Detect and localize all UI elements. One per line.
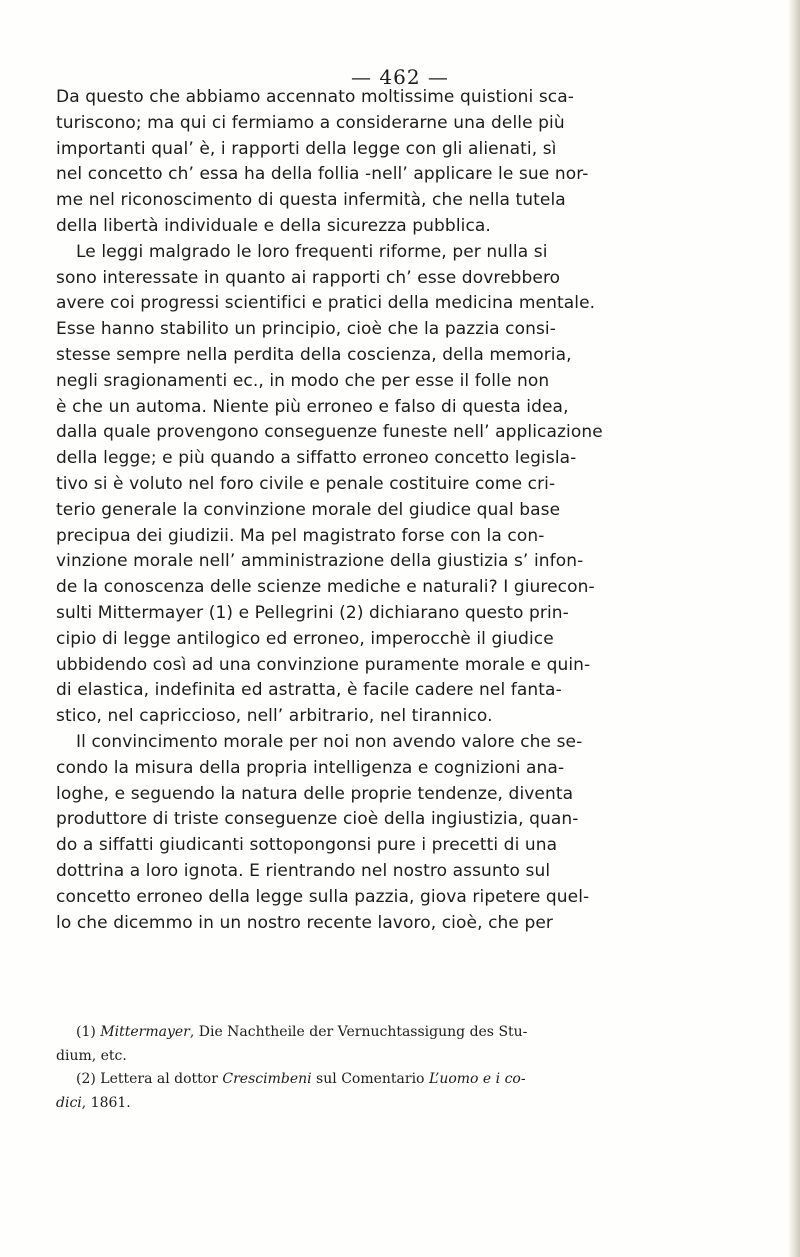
text-line: dottrina a loro ignota. E rientrando nel nostro assunto sul bbox=[56, 860, 551, 881]
text-line: me nel riconoscimento di questa infermità, che nella tutela bbox=[56, 190, 566, 211]
text-line: turiscono; ma qui ci fermiamo a considerarne una delle più bbox=[56, 112, 565, 133]
footnote-1-continued: dium, etc. bbox=[56, 1047, 127, 1064]
footnote-name: Crescimbeni bbox=[222, 1071, 312, 1087]
text-line: condo la misura della propria intelligenza e cognizioni ana- bbox=[56, 757, 565, 778]
text-line: dalla quale provengono conseguenze funeste nell’ applicazione bbox=[56, 422, 603, 443]
main-text bbox=[56, 85, 792, 936]
text-line: Le leggi malgrado le loro frequenti riforme, per nulla si bbox=[76, 241, 548, 262]
footnote-work-title: L’uomo e i co- bbox=[428, 1071, 526, 1087]
page-number: — 462 — bbox=[351, 65, 449, 89]
footnote-1 bbox=[56, 1021, 792, 1045]
footnote-2 bbox=[56, 1068, 792, 1092]
text-line: do a siffatti giudicanti sottopongonsi pure i precetti di una bbox=[56, 835, 558, 856]
footnote-2-continued bbox=[56, 1092, 792, 1116]
text-line: de la conoscenza delle scienze mediche e naturali? I giurecon- bbox=[56, 577, 595, 598]
text-line: produttore di triste conseguenze cioè della ingiustizia, quan- bbox=[56, 809, 579, 830]
text-line: Esse hanno stabilito un principio, cioè che la pazzia consi- bbox=[56, 319, 556, 340]
text-line: cipio di legge antilogico ed erroneo, imperocchè il giudice bbox=[56, 628, 554, 649]
text-line: ubbidendo così ad una convinzione puramente morale e quin- bbox=[56, 654, 591, 675]
text-line: loghe, e seguendo la natura delle proprie tendenze, diventa bbox=[56, 783, 574, 804]
footnote-work-title: dici bbox=[56, 1094, 82, 1111]
footnote-text: , Die Nachtheile der Vernuchtassigung des Stu- bbox=[189, 1024, 528, 1040]
text-line: sono interessate in quanto ai rapporti ch’ esse dovrebbero bbox=[56, 267, 561, 288]
text-line: avere coi progressi scientifici e pratici della medicina mentale. bbox=[56, 293, 596, 314]
text-line: stesse sempre nella perdita della coscienza, della memoria, bbox=[56, 344, 572, 365]
text-line: stico, nel capriccioso, nell’ arbitrario, nel tirannico. bbox=[56, 706, 493, 727]
text-line: terio generale la convinzione morale del giudice qual base bbox=[56, 499, 561, 520]
text-line: Da questo che abbiamo accennato moltissime quistioni sca- bbox=[56, 87, 574, 107]
text-line: negli sragionamenti ec., in modo che per esse il folle non bbox=[56, 370, 550, 391]
text-line: di elastica, indefinita ed astratta, è facile cadere nel fanta- bbox=[56, 680, 562, 701]
footnote-marker: (1) bbox=[76, 1024, 101, 1040]
text-line: tivo si è voluto nel foro civile e penale costituire come cri- bbox=[56, 473, 556, 494]
footnote-text: sul Comentario bbox=[311, 1071, 429, 1087]
text-line: della legge; e più quando a siffatto erroneo concetto legisla- bbox=[56, 448, 577, 469]
text-line: è che un automa. Niente più erroneo e falso di questa idea, bbox=[56, 396, 569, 417]
text-line: Il convincimento morale per noi non avendo valore che se- bbox=[76, 731, 583, 752]
text-line: nel concetto ch’ essa ha della follia -nell’ applicare le sue nor- bbox=[56, 164, 589, 185]
text-line: vinzione morale nell’ amministrazione della giustizia s’ infon- bbox=[56, 551, 584, 572]
text-line: lo che dicemmo in un nostro recente lavoro, cioè, che per bbox=[56, 912, 553, 933]
footnote-text: (2) Lettera al dottor bbox=[76, 1071, 223, 1087]
text-line: sulti Mittermayer (1) e Pellegrini (2) dichiarano questo prin- bbox=[56, 602, 569, 623]
text-line: importanti qual’ è, i rapporti della legge con gli alienati, sì bbox=[56, 138, 557, 159]
footnote-text: , 1861. bbox=[81, 1094, 131, 1111]
footnote-author: Mittermayer bbox=[100, 1024, 190, 1040]
footnotes bbox=[56, 1021, 792, 1115]
text-line: precipua dei giudizii. Ma pel magistrato forse con la con- bbox=[56, 525, 545, 546]
text-line: concetto erroneo della legge sulla pazzia, giova ripetere quel- bbox=[56, 886, 590, 907]
text-line: della libertà individuale e della sicurezza pubblica. bbox=[56, 215, 491, 236]
